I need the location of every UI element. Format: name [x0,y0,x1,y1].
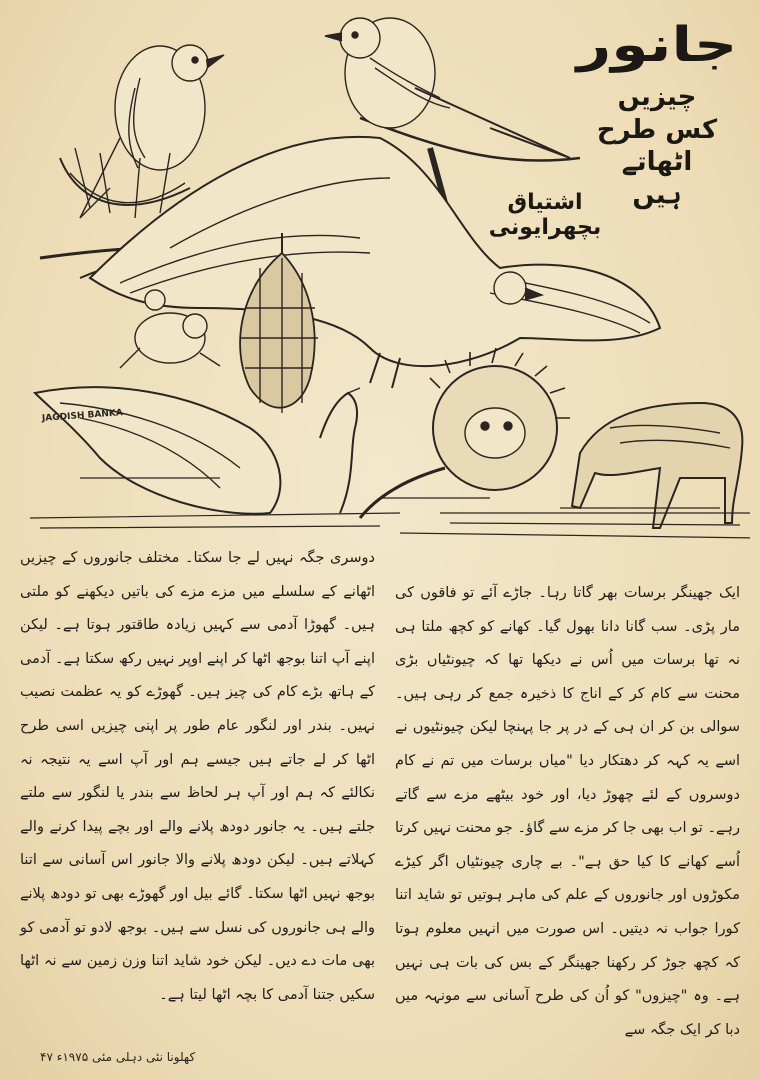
page-title: جانور [576,17,738,73]
horse-icon [572,403,742,528]
subtitle-line: چیزیں [617,82,697,112]
article-column-right [395,577,740,1047]
artist-signature: JAGDISH BANKA [41,408,124,424]
article-column-left [20,542,375,1012]
article-paragraph: ایک جھینگر برسات بھر گاتا رہا۔ جاڑے آئے تو فاقوں کی مار پڑی۔ سب گانا دانا بھول گیا۔ کھانے کو کچھ ملتا ہی نہ تھا برسات میں اُس نے دیکھا تھا کہ چیونٹیاں بڑی محنت سے کام کر کے اناج کا ذخیرہ جمع کر رہی ہیں۔ سوالی بن کر ان ہی کے در پر جا پہنچا لیکن چیونٹیوں نے اسے یہ کہہ کر دھتکار دیا "میاں برسات میں تم نے کام دوسروں کے لئے چھوڑ دیا، اور خود بیٹھے مزے سے گاتے رہے۔ تو اب بھی جا کر مزے سے گاؤ۔ جو محنت نہیں کرتا اُسے کھانے کا کیا حق ہے"۔ بے چاری چیونٹیاں اگر کیڑے مکوڑوں اور جانوروں کے علم کی ماہر ہوتیں تو شاید اتنا کورا جواب نہ دیتیں۔ اس صورت میں انہیں معلوم ہوتا کہ کچھ جوڑ کر رکھنا جھینگر کے بس کی بات ہی نہیں ہے۔ وہ "چیزوں" کو اُن کی طرح آسانی سے مونہہ میں دبا کر ایک جگہ سے [395,585,740,1038]
subtitle-line: اٹھاتے [621,147,693,177]
author-name: اشتیاق بچھرایونی [488,190,602,240]
hedgehog-icon [360,348,570,518]
title-block [572,15,742,211]
swan-icon [35,387,360,514]
subtitle-line: کس طرح [596,114,718,145]
subtitle-line: ہیں [632,179,682,210]
article-paragraph: دوسری جگہ نہیں لے جا سکتا۔ مختلف جانوروں کے چیزیں اٹھانے کے سلسلے میں مزے مزے کی باتیں دیکھنے کو ملتی ہیں۔ گھوڑا آدمی سے کہیں زیادہ طاقتور ہوتا ہے۔ لیکن اپنے آپ اتنا بوجھ اٹھا کر اپنے اوپر نہیں رکھ سکتا ہے۔ آدمی کے ہاتھ بڑے کام کی چیز ہیں۔ گھوڑے کو یہ عظمت نصیب نہیں۔ بندر اور لنگور عام طور پر اپنی چیزیں اسی طرح اٹھا کر لے جاتے ہیں جیسے ہم اور آپ اسے یہ نتیجہ نہ نکالئے کہ ہم اور آپ ہر لحاظ سے بندر یا لنگور سے ملتے جلتے ہیں۔ یہ جانور دودھ پلانے والے اور بچے پیدا کرنے والے کہلاتے ہیں۔ لیکن دودھ پلانے والا جانور اس آسانی سے اتنا بوجھ نہیں اٹھا سکتا۔ گائے بیل اور گھوڑے بھی تو دودھ پلانے والے ہی جانوروں کی نسل سے ہیں۔ بوجھ لادو تو آدمی کو بھی مات دے دیں۔ لیکن خود شاید اتنا وزن زمین سے نہ اٹھا سکیں جتنا آدمی کا بچہ اٹھا لیتا ہے۔ [20,550,375,1003]
page-footer: کھلونا نئی دہلی مئی ۱۹۷۵ء ۴۷ [40,1050,196,1064]
water-lines [30,478,750,538]
